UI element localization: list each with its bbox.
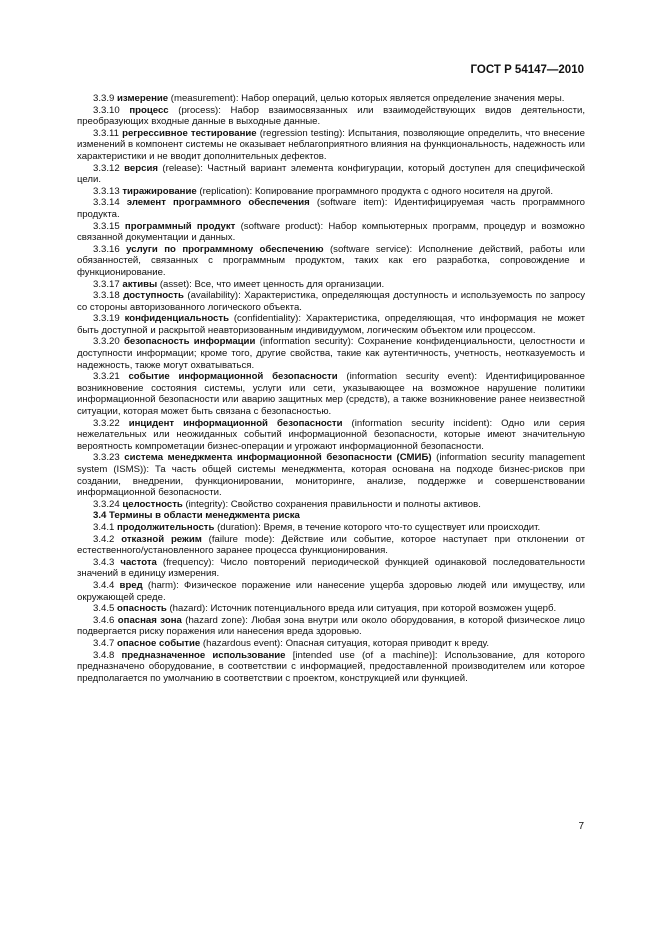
term-name: продолжительность: [117, 521, 215, 533]
term-entry: [77, 522, 585, 534]
term-definition: (availability): Характеристика, определяющая доступность и используемость по запросу со стороны авторизованного логического объекта.: [77, 290, 586, 313]
term-number: 3.4.5: [93, 603, 115, 615]
term-name: тиражирование: [122, 185, 197, 197]
term-number: 3.4.1: [93, 521, 115, 533]
term-entry: [77, 418, 585, 453]
term-definition: (failure mode): Действие или событие, которое наступает при отклонении от естественного/установленного заранее процесса функционирования.: [77, 533, 585, 557]
term-number: 3.4.6: [93, 614, 115, 626]
term-name: частота: [120, 556, 157, 568]
term-name: конфиденциальность: [124, 313, 229, 325]
term-number: 3.4.2: [93, 533, 115, 545]
term-number: 3.3.9: [93, 93, 115, 104]
term-definition: (process): Набор взаимосвязанных или взаимодействующих видов деятельности, преобразующих входные данные в выходные данные.: [77, 104, 585, 128]
term-name: опасность: [117, 603, 167, 615]
term-number: 3.3.21: [93, 371, 120, 383]
term-name: отказной режим: [121, 533, 202, 545]
term-entry: [77, 580, 585, 603]
term-number: 3.3.22: [93, 417, 120, 429]
term-name: опасное событие: [117, 637, 201, 649]
term-entry: [77, 128, 585, 163]
term-definition: (software item): Идентифицируемая часть программного продукта.: [77, 197, 585, 220]
term-number: 3.3.12: [93, 162, 120, 174]
term-entry: [77, 93, 585, 105]
term-name: элемент программного обеспечения: [126, 197, 310, 209]
term-entry: [77, 105, 585, 128]
term-number: 3.3.24: [93, 498, 120, 510]
term-name: измерение: [117, 93, 169, 104]
term-entry: [77, 452, 585, 498]
term-name: процесс: [129, 104, 169, 116]
term-name: программный продукт: [124, 220, 236, 232]
term-entry: [77, 313, 585, 336]
term-number: 3.3.20: [93, 336, 120, 348]
term-definition: (information security incident): Одно или серия нежелательных или неожиданных событий информационной безопасности, которые имеют значительную вероятность компрометации бизнес-операции и угрожают информационной безопасности.: [77, 417, 585, 452]
term-definition: (release): Частный вариант элемента конфигурации, который доступен для специфической цели.: [77, 162, 585, 186]
term-number: 3.3.13: [93, 185, 120, 197]
term-name: доступность: [123, 290, 184, 302]
term-entry: [77, 557, 585, 580]
term-number: 3.4.8: [93, 649, 115, 661]
term-definition: (software product): Набор компьютерных программ, процедур и возможно связанной документации и данных.: [77, 220, 586, 244]
term-number: 3.3.11: [93, 127, 119, 139]
term-number: 3.3.19: [93, 313, 120, 325]
term-definition: (frequency): Число повторений периодической функцией одинаковой последовательности значений в единицу измерения.: [77, 556, 585, 580]
term-definition: (information security management system (ISMS)): Та часть общей системы менеджмента, которая основана на подходе бизнес-рисков при создании, внедрении, функционировании, мониторинге, анализе, поддержке и совершенствовании информационной безопасности.: [77, 452, 586, 499]
term-definition: (hazard zone): Любая зона внутри или около оборудования, в которой физическое лицо подвергается риску поражения или нанесения вреда здоровью.: [77, 614, 585, 638]
term-number: 3.3.15: [93, 220, 120, 232]
term-entry: [77, 650, 585, 685]
term-entry: [77, 371, 585, 417]
section-heading: [77, 510, 585, 522]
term-number: 3.3.17: [93, 278, 120, 290]
term-name: система менеджмента информационной безопасности (СМИБ): [124, 452, 432, 464]
term-definition: (measurement): Набор операций, целью которых является определение значения меры.: [168, 93, 565, 104]
term-entry: [77, 244, 585, 279]
term-definition: (asset): Все, что имеет ценность для организации.: [157, 278, 385, 290]
page-number: 7: [578, 821, 584, 832]
document-number: ГОСТ Р 54147—2010: [470, 64, 584, 76]
section-number: 3.4: [93, 510, 107, 522]
document-body: [77, 93, 585, 684]
term-entry: [77, 197, 585, 220]
term-definition: (hazard): Источник потенциального вреда или ситуация, при которой возможен ущерб.: [166, 603, 557, 615]
term-number: 3.3.14: [93, 197, 120, 209]
term-definition: (regression testing): Испытания, позволяющие определить, что внесение изменений в компонент системы не оказывает неблагоприятного влияния на функциональность, надежность или характеристики и не вводит дополнительных дефектов.: [77, 127, 585, 162]
term-entry: [77, 603, 585, 615]
term-entry: [77, 163, 585, 186]
term-entry: [77, 336, 585, 371]
term-number: 3.4.4: [93, 579, 115, 591]
term-definition: (replication): Копирование программного продукта с одного носителя на другой.: [196, 185, 553, 197]
term-name: версия: [124, 162, 158, 174]
term-number: 3.3.16: [93, 243, 120, 255]
term-entry: [77, 615, 585, 638]
term-definition: (integrity): Свойство сохранения правильности и полноты активов.: [182, 498, 481, 510]
term-entry: [77, 186, 585, 198]
term-entry: [77, 638, 585, 650]
term-definition: (hazardous event): Опасная ситуация, которая приводит к вреду.: [200, 637, 490, 649]
term-definition: (harm): Физическое поражение или нанесение ущерба здоровью людей или имуществу, или окружающей среде.: [77, 579, 585, 603]
term-number: 3.3.10: [93, 104, 120, 116]
term-name: предназначенное использование: [121, 649, 286, 661]
term-entry: [77, 499, 585, 511]
term-definition: [intended use (of a machine)]: Использование, для которого предназначено оборудование, в соответствии с информацией, предоставленной производителем или которое предполагается по умолчанию в соответствии с проектом, конструкцией или функцией.: [77, 649, 586, 684]
term-name: инцидент информационной безопасности: [128, 417, 343, 429]
term-definition: (software service): Исполнение действий, работы или обязанностей, связанных с программным продуктом, таких как его разработка, сопровождение и функционирование.: [77, 243, 585, 278]
term-entry: [77, 279, 585, 291]
term-number: 3.3.23: [93, 452, 120, 464]
term-name: событие информационной безопасности: [128, 371, 338, 383]
term-name: регрессивное тестирование: [122, 127, 257, 139]
term-number: 3.4.3: [93, 556, 115, 568]
term-name: услуги по программному обеспечению: [126, 243, 324, 255]
term-name: целостность: [122, 498, 183, 510]
term-definition: (confidentiality): Характеристика, определяющая, что информация не может быть доступной и раскрытой неавторизованным индивидуумом, логическим объектом или процессом.: [77, 313, 586, 336]
term-entry: [77, 290, 585, 313]
terms-list-3-3: [77, 93, 585, 510]
terms-list-3-4: [77, 522, 585, 684]
term-name: вред: [119, 579, 143, 591]
term-name: опасная зона: [117, 614, 182, 626]
term-entry: [77, 221, 585, 244]
term-number: 3.4.7: [93, 637, 115, 649]
term-name: активы: [122, 278, 158, 290]
term-definition: (information security): Сохранение конфиденциальности, целостности и доступности информации; кроме того, другие свойства, такие как аутентичность, учетность, неотказуемость и надежность, также могут охватываться.: [77, 336, 586, 371]
term-definition: (information security event): Идентифицированное возникновение состояния системы, услуги или сети, указывающее на возможное нарушение политики информационной безопасности или аварию защитных мер (средств), а также возникновение ранее неизвестной ситуации, которая может быть связана с безопасностью.: [77, 371, 585, 418]
term-entry: [77, 534, 585, 557]
term-definition: (duration): Время, в течение которого что-то существует или происходит.: [214, 521, 541, 533]
term-name: безопасность информации: [123, 336, 256, 348]
section-title: Термины в области менеджмента риска: [109, 510, 300, 522]
term-number: 3.3.18: [93, 290, 120, 302]
